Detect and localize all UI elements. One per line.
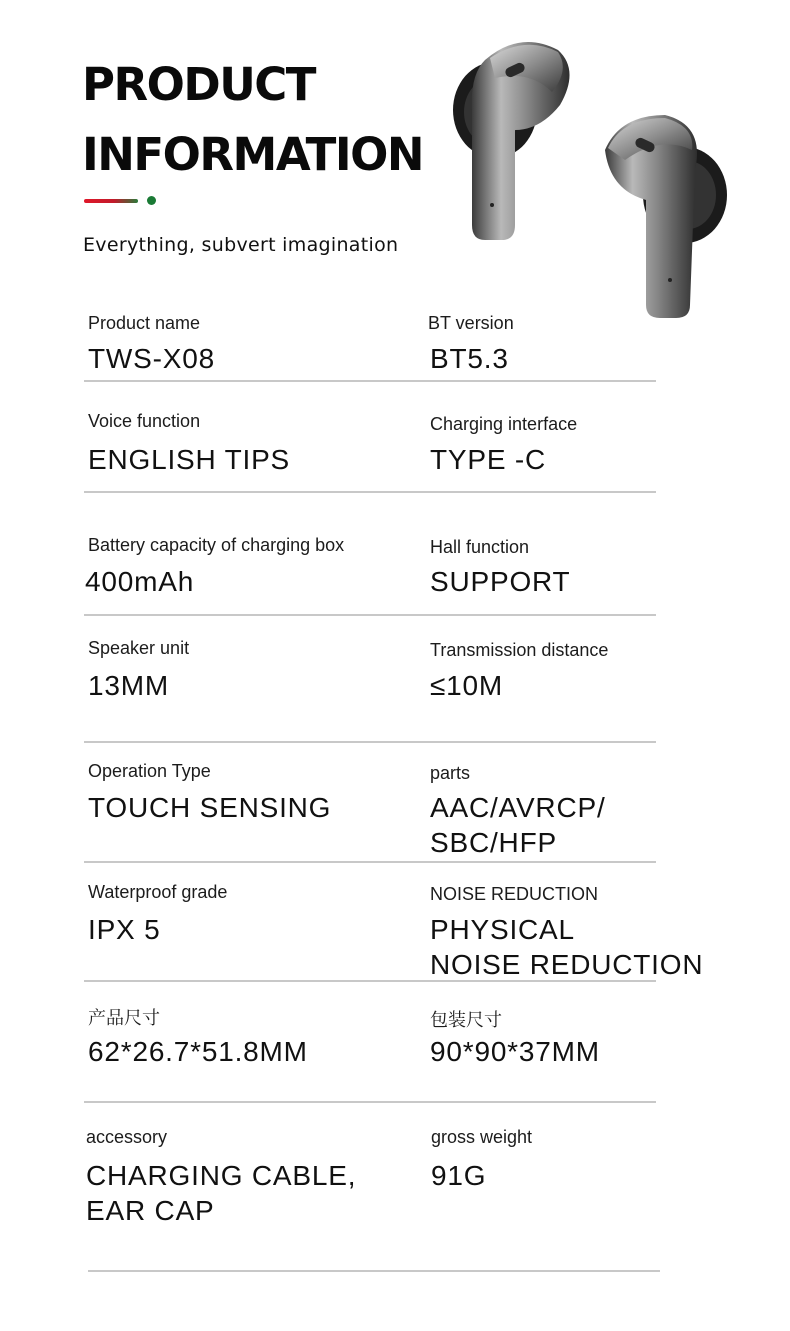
spec-value-package-size: 90*90*37MM: [430, 1036, 600, 1067]
spec-value-charging-interface: TYPE -C: [430, 444, 547, 475]
spec-label-operation-type: Operation Type: [88, 761, 211, 781]
spec-label-product-size: 产品尺寸: [88, 1008, 160, 1028]
earbud-right: [605, 115, 727, 318]
spec-value-product-name: TWS-X08: [88, 343, 215, 374]
spec-value-bt-version: BT5.3: [430, 343, 509, 374]
spec-label-hall-function: Hall function: [430, 537, 530, 557]
accent-bar: [84, 199, 138, 203]
row-divider: [84, 980, 656, 982]
spec-value-accessory-line-2: EAR CAP: [86, 1195, 215, 1226]
spec-label-accessory: accessory: [86, 1127, 168, 1147]
spec-label-noise-reduction: NOISE REDUCTION: [430, 884, 599, 904]
spec-value-product-size: 62*26.7*51.8MM: [88, 1036, 308, 1067]
row-divider: [84, 861, 656, 863]
spec-value-transmission-distance: ≤10M: [430, 670, 504, 701]
spec-value-noise-reduction-line-2: NOISE REDUCTION: [430, 949, 704, 980]
spec-value-parts-line-1: AAC/AVRCP/: [430, 792, 606, 823]
spec-label-voice-function: Voice function: [88, 411, 201, 431]
spec-label-bt-version: BT version: [428, 313, 514, 333]
row-divider: [84, 491, 656, 493]
page-title-line-1: PRODUCT: [82, 58, 316, 111]
earbud-left: [453, 42, 570, 240]
spec-label-speaker-unit: Speaker unit: [88, 638, 190, 658]
row-divider: [84, 741, 656, 743]
spec-value-operation-type: TOUCH SENSING: [88, 792, 332, 823]
page-title-line-2: INFORMATION: [82, 128, 424, 181]
spec-value-hall-function: SUPPORT: [430, 566, 571, 597]
spec-label-charging-interface: Charging interface: [430, 414, 578, 434]
spec-label-waterproof-grade: Waterproof grade: [88, 882, 228, 902]
spec-value-speaker-unit: 13MM: [88, 670, 169, 701]
accent-dot: [147, 196, 156, 205]
row-divider: [84, 1101, 656, 1103]
spec-value-waterproof-grade: IPX 5: [88, 914, 161, 945]
spec-label-battery-capacity: Battery capacity of charging box: [88, 535, 345, 555]
spec-value-noise-reduction-line-1: PHYSICAL: [430, 914, 575, 945]
spec-value-accessory-line-1: CHARGING CABLE,: [86, 1160, 357, 1191]
spec-label-transmission-distance: Transmission distance: [430, 640, 609, 660]
spec-value-parts-line-2: SBC/HFP: [430, 827, 557, 858]
spec-label-package-size: 包装尺寸: [430, 1010, 502, 1030]
tagline: Everything, subvert imagination: [83, 234, 399, 256]
row-divider: [84, 380, 656, 382]
earbuds-product-image: [440, 30, 740, 330]
spec-label-gross-weight: gross weight: [431, 1127, 533, 1147]
spec-value-battery-capacity: 400mAh: [85, 566, 195, 597]
spec-label-product-name: Product name: [88, 313, 201, 333]
row-divider: [88, 1270, 660, 1272]
spec-label-parts: parts: [430, 763, 471, 783]
spec-value-gross-weight: 91G: [431, 1160, 487, 1191]
spec-value-voice-function: ENGLISH TIPS: [88, 444, 291, 475]
row-divider: [84, 614, 656, 616]
